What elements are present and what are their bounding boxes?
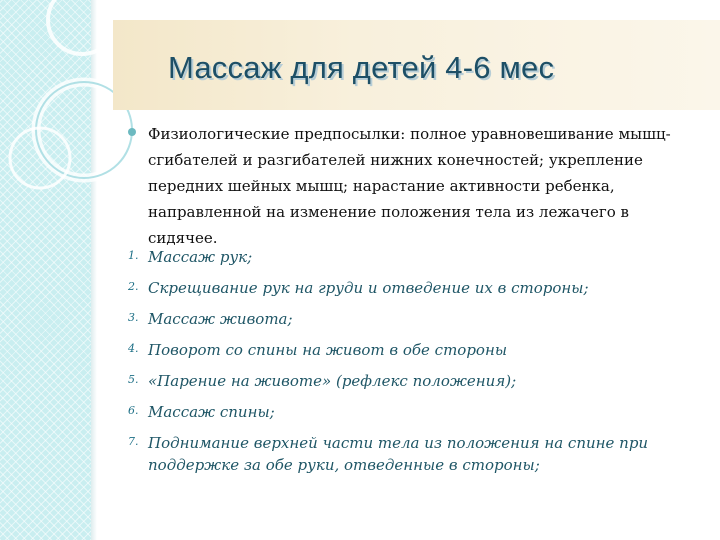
list-item-number: 1.	[128, 249, 139, 262]
list-item-number: 7.	[128, 435, 139, 448]
list-item-number: 4.	[128, 342, 139, 355]
bullet-text: Физиологические предпосылки: полное уравновешивание мышц-сгибателей и разгибателей нижних конечностей; укрепление передних шейных мышц; нарастание активности ребенка, направленной на изменение положения тела из лежачего в сидячее.	[148, 125, 671, 247]
list-item-text: Поднимание верхней части тела из положения на спине при поддержке за обе руки, отведенные в стороны;	[148, 434, 649, 474]
list-item-number: 3.	[128, 311, 139, 324]
list-item-number: 2.	[128, 280, 139, 293]
list-item-text: Массаж рук;	[148, 248, 253, 266]
bullet-icon	[128, 128, 136, 136]
list-item-text: Массаж живота;	[148, 310, 293, 328]
list-item-text: «Парение на животе» (рефлекс положения);	[148, 372, 517, 390]
list-item-text: Массаж спины;	[148, 403, 275, 421]
slide-title: Массаж для детей 4-6 мес	[168, 50, 555, 85]
list-item-text: Скрещивание рук на груди и отведение их в стороны;	[148, 279, 589, 297]
list-item-number: 6.	[128, 404, 139, 417]
list-item-number: 5.	[128, 373, 139, 386]
list-item-text: Поворот со спины на живот в обе стороны	[148, 341, 508, 359]
